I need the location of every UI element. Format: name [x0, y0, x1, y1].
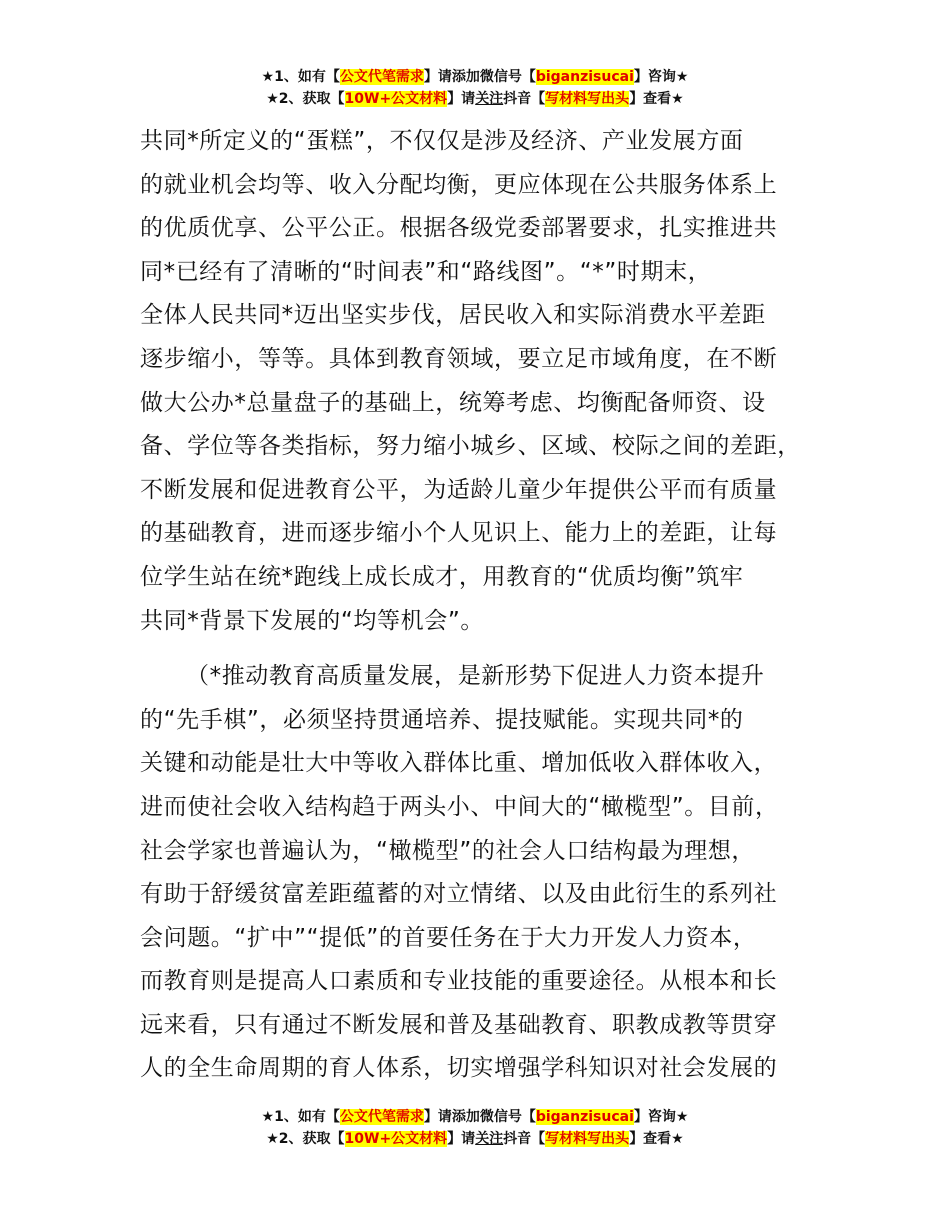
paragraph-1 — [140, 120, 840, 643]
text-line: 备、学位等各类指标，努力缩小城乡、区域、校际之间的差距， — [140, 433, 801, 460]
banner-line-1: ★1、如有【公文代笔需求】请添加微信号【biganzisucai】咨询★ — [261, 69, 689, 85]
document-body — [140, 120, 840, 1091]
text-line: （*推动教育高质量发展，是新形势下促进人力资本提升 — [186, 663, 765, 690]
text-line: 位学生站在统*跑线上成长成才，用教育的“优质均衡”筑牢 — [140, 563, 744, 590]
header-banner — [0, 66, 950, 110]
text-line: 共同*所定义的“蛋糕”，不仅仅是涉及经济、产业发展方面 — [140, 128, 744, 154]
text-line: 的基础教育，进而逐步缩小个人见识上、能力上的差距，让每 — [140, 520, 778, 547]
banner-line-2: ★2、获取【10W+公文材料】请关注抖音【写材料写出头】查看★ — [266, 1131, 684, 1147]
ghostwriting-highlight: 公文代笔需求 — [339, 1109, 424, 1125]
text-line: 会问题。“扩中”“提低”的首要任务在于大力开发人力资本， — [140, 924, 757, 951]
footer-banner — [0, 1106, 950, 1150]
banner-line-2: ★2、获取【10W+公文材料】请关注抖音【写材料写出头】查看★ — [266, 91, 684, 107]
text-line: 共同*背景下发展的“均等机会”。 — [140, 607, 484, 634]
banner-line-1: ★1、如有【公文代笔需求】请添加微信号【biganzisucai】咨询★ — [261, 1109, 689, 1125]
text-line: 远来看，只有通过不断发展和普及基础教育、职教成教等贯穿 — [140, 1011, 778, 1038]
text-line: 人的全生命周期的育人体系，切实增强学科知识对社会发展的 — [140, 1055, 778, 1082]
douyin-account: 写材料写出头 — [545, 1131, 630, 1147]
text-line: 做大公办*总量盘子的基础上，统筹考虑、均衡配备师资、设 — [140, 389, 766, 416]
follow-underlined: 关注 — [475, 1131, 504, 1147]
ghostwriting-highlight: 公文代笔需求 — [339, 69, 424, 85]
text-line: 进而使社会收入结构趋于两头小、中间大的“橄榄型”。目前， — [140, 793, 779, 820]
text-line: 而教育则是提高人口素质和专业技能的重要途径。从根本和长 — [140, 968, 778, 995]
text-line: 的就业机会均等、收入分配均衡，更应体现在公共服务体系上 — [140, 171, 778, 198]
wechat-id: biganzisucai — [535, 1109, 634, 1125]
text-line: 全体人民共同*迈出坚实步伐，居民收入和实际消费水平差距 — [140, 302, 766, 329]
materials-highlight: 10W+公文材料 — [344, 91, 448, 107]
text-line: 社会学家也普遍认为，“橄榄型”的社会人口结构最为理想， — [140, 837, 756, 864]
text-line: 关键和动能是壮大中等收入群体比重、增加低收入群体收入， — [140, 750, 778, 777]
paragraph-gap — [140, 643, 840, 655]
text-line: 同*已经有了清晰的“时间表”和“路线图”。“*”时期末， — [140, 258, 712, 285]
follow-underlined: 关注 — [475, 91, 504, 107]
text-line: 有助于舒缓贫富差距蕴蓄的对立情绪、以及由此衍生的系列社 — [140, 881, 778, 908]
wechat-id: biganzisucai — [535, 69, 634, 85]
text-line: 不断发展和促进教育公平，为适龄儿童少年提供公平而有质量 — [140, 476, 778, 503]
materials-highlight: 10W+公文材料 — [344, 1131, 448, 1147]
douyin-account: 写材料写出头 — [545, 91, 630, 107]
text-line: 的“先手棋”，必须坚持贯通培养、提技赋能。实现共同*的 — [140, 706, 744, 733]
text-line: 的优质优享、公平公正。根据各级党委部署要求，扎实推进共 — [140, 215, 778, 242]
paragraph-2 — [140, 655, 840, 1091]
text-line: 逐步缩小，等等。具体到教育领域，要立足市域角度，在不断 — [140, 345, 778, 372]
